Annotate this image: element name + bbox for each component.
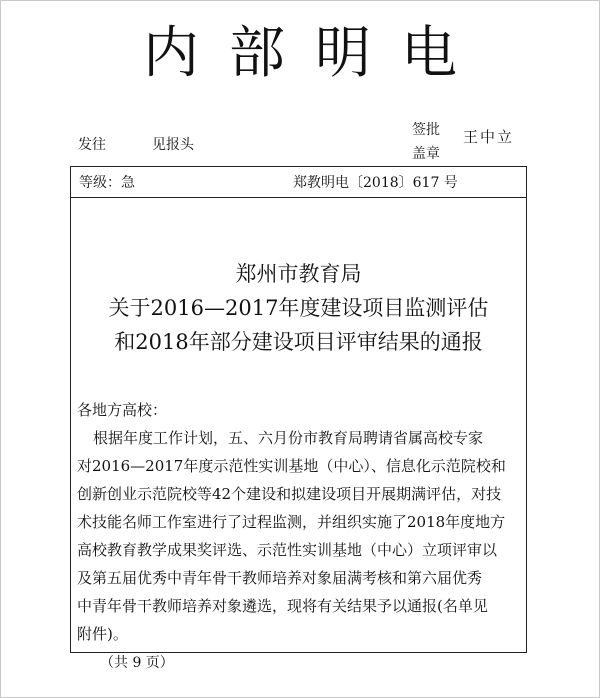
sign-label: 签批 (412, 122, 440, 138)
body-line: 附件)。 (77, 625, 128, 643)
body-line: 根据年度工作计划，五、六月份市教育局聘请省属高校专家 (93, 429, 484, 447)
grade-label: 等级：急 (79, 175, 135, 191)
body-line: 中青年骨干教师培养对象遴选，现将有关结果予以通报(名单见 (77, 597, 488, 615)
body-line: 及第五届优秀中青年骨干教师培养对象届满考核和第六届优秀 (77, 569, 483, 587)
body-line: 高校教育教学成果奖评选、示范性实训基地（中心）立项评审以 (77, 541, 498, 559)
body-line: 对2016—2017年度示范性实训基地（中心）、信息化示范院校和 (77, 457, 506, 475)
body-line: 创新创业示范院校等42个建设和拟建设项目开展期满评估，对技 (77, 485, 502, 503)
body-line: 术技能名师工作室进行了过程监测，并组织实施了2018年度地方 (77, 513, 506, 531)
signer-name: 王中立 (463, 128, 515, 146)
row-divider (71, 197, 526, 198)
document-box (70, 166, 527, 653)
page-count: （共 9 页） (100, 655, 174, 671)
send-value: 见报头 (152, 137, 194, 153)
heading-line: 和2018年部分建设项目评审结果的通报 (114, 330, 483, 354)
heading-line: 关于2016—2017年度建设项目监测评估 (108, 296, 489, 320)
heading-line: 郑州市教育局 (235, 262, 362, 286)
document-number: 郑教明电〔2018〕617 号 (293, 175, 458, 191)
page-title: 内部明电 (143, 21, 487, 86)
seal-label: 盖章 (412, 146, 440, 162)
salutation: 各地方高校： (77, 401, 168, 419)
send-label: 发往 (78, 137, 106, 153)
